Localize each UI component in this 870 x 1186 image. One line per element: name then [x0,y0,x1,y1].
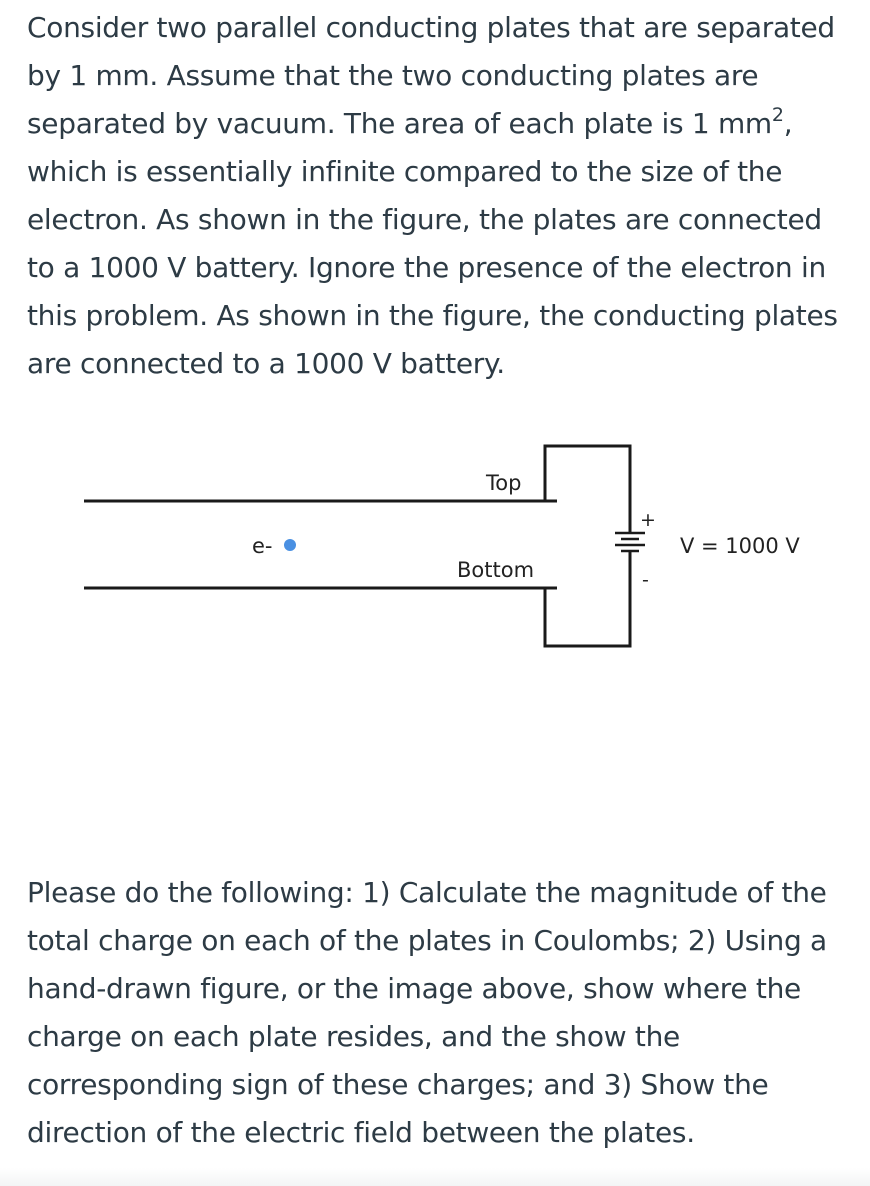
instructions: Please do the following: 1) Calculate the magnitude of the total charge on each of the plates in Coulombs; 2) Using a hand-drawn figure, or the image above, show where the charge on each plate resides, and the show the corresponding sign of these charges; and 3) Show the direction of the electric field between the plates. [27,876,827,1149]
parallel-plate-circuit-figure [0,420,870,680]
problem-text-part1: Consider two parallel conducting plates that are separated by 1 mm. Assume that the two conducting plates are separated by vacuum. The area of each plate is 1 mm [27,11,835,140]
electron-dot [284,539,296,551]
bottom-wire [545,551,630,646]
electron-label: e- [252,534,273,558]
problem-statement [27,4,857,388]
top-plate-label: Top [486,471,522,495]
bottom-plate-label: Bottom [457,558,535,582]
battery-symbol [615,533,645,551]
page-bottom-edge [0,1168,870,1186]
negative-terminal-label: - [642,569,649,591]
problem-text-part2: , which is essentially infinite compared to the size of the electron. As shown in the figure, the plates are connected to a 1000 V battery. Ignore the presence of the electron in this problem. As shown in the figure, the conducting plates are connected to a 1000 V battery. [27,107,838,380]
battery-voltage-label: V = 1000 V [680,534,800,558]
positive-terminal-label: + [640,509,656,531]
top-wire [545,446,630,533]
area-exponent: 2 [771,103,784,126]
